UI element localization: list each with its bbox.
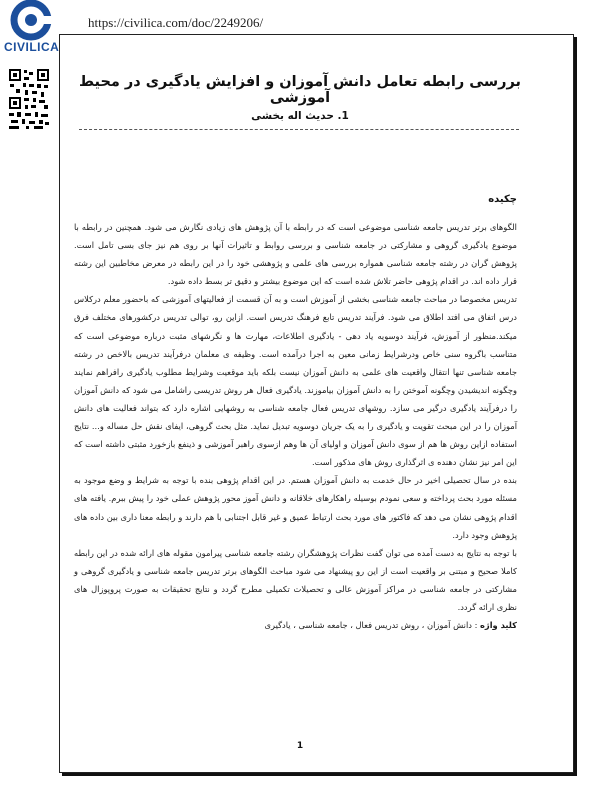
page-number: 1 [296, 741, 304, 751]
title-divider [79, 129, 519, 130]
abstract-paragraph: تدریس مخصوصا در مباحث جامعه شناسی بخشی از آموزش است و به آن قسمت از فعالیتهای آموزشی که باحضور معلم درکلاس درس اتفاق می افتد اطلاق می شود. فرآیند تدریس تابع فرهنگ تدریس است. ازاین رو، توالی تدریس درکشورهای مختلف فرق میکند.منظور از آموزش، فرآیند دوسویه یاد دهی - یادگیری اطلاعات، مهارت ها و نگرشهای مثبت درباره موضوعی است که متناسب باگروه سنی خاص ودرشرایط زمانی معین به اجرا درآمده است. وظیفه ی معلمان درفرآیند تدریس بالاخص در رشته جامعه شناسی تنها انتقال واقعیت های علمی به دانش آموزان نیست بلکه باید موقعیت وشرایط مطلوب یادگیری رافراهم نمایند وچگونه اندیشیدن وچگونه آموختن را به دانش آموزان بیاموزند. یادگیری فعال هر روش تدریسی راشامل می شود که دانش آموزان را درفرآیند یادگیری درگیر می سازد. روشهای تدریس فعال جامعه شناسی به روشهایی اشاره دارد که بتواند فعالیت های دانش آموزان را در این مبحث تقویت و یادگیری را به یک جریان دوسویه تبدیل نماید. مثل بحث گروهی، ایفای نقش حل مساله و... نتایج استفاده ازاین روش ها هم از سوی دانش آموزان و اولیای آن ها وهم ازسوی راهبر آموزشی و ذینفع بازخورد مثبتی داشته است که این امر نیز نشان دهنده ی اثرگذاری روش های مذکور است. [74, 294, 517, 468]
abstract-heading: چکیده [488, 194, 517, 205]
keywords-text: : دانش آموزان ، روش تدریس فعال ، جامعه شناسی ، یادگیری [264, 620, 478, 631]
qr-code-icon [8, 68, 50, 130]
paper-title: بررسی رابطه تعامل دانش آموزان و افزایش یادگیری در محیط آموزشی [79, 74, 521, 106]
logo-text: CIVILICA [4, 40, 60, 54]
author-name: 1. حدیث اله بخشی [251, 110, 349, 122]
keywords-label: کلید واژه [480, 620, 517, 631]
abstract-body [74, 218, 517, 634]
document-url[interactable]: https://civilica.com/doc/2249206/ [88, 15, 264, 30]
abstract-paragraph: با توجه به نتایج به دست آمده می توان گفت نظرات پژوهشگران رشته جامعه شناسی پیرامون مقوله های ارائه شده در این رابطه کاملا صحیح و مبتنی بر واقعیت است از این رو پیشنهاد می شود مباحث الگوهای برتر تدریس جامعه شناسی و یادگیری گروهی و مشارکتی در جامعه شناسی در مراکز آموزش عالی و تحصیلات تکمیلی مطرح گردد و نتایج تحقیقات به صورت پروپوزال های نظری ارائه گردد. [74, 547, 517, 612]
abstract-paragraph: الگوهای برتر تدریس جامعه شناسی موضوعی است که در رابطه با آن پژوهش های زیادی نگارش می شود. همچنین در رابطه با موضوع یادگیری گروهی و مشارکتی در جامعه شناسی و بررسی روابط و تاثیرات آنها بر روی هم نیز جای بسی تامل است. پژوهش گران در رشته جامعه شناسی همواره بررسی های علمی و پژوهشی خود را در این رابطه در معرض مخاطبین این رشته قرار داده اند. در اقدام پژوهی حاضر تلاش شده است که این موضوع بیشتر و دقیق تر بسط داده شود. [74, 222, 517, 287]
keywords-line [74, 616, 517, 634]
abstract-paragraph: بنده در سال تحصیلی اخیر در حال خدمت به دانش آموزان هستم. در این اقدام پژوهی بنده با توجه به شرایط و وضع موجود به مسئله مورد بحث پرداخته و سعی نمودم بوسیله راهکارهای خلاقانه و دانش آموز محور پژوهش عملی خود را پیش ببرم. یافته های اقدام پژوهی نشان می دهد که فاکتور های مورد بحث ارتباط عمیق و غیر قابل اجتنابی با هم دارند و رابطه معنا داری بین داده های پژوهش وجود دارد. [74, 475, 517, 540]
